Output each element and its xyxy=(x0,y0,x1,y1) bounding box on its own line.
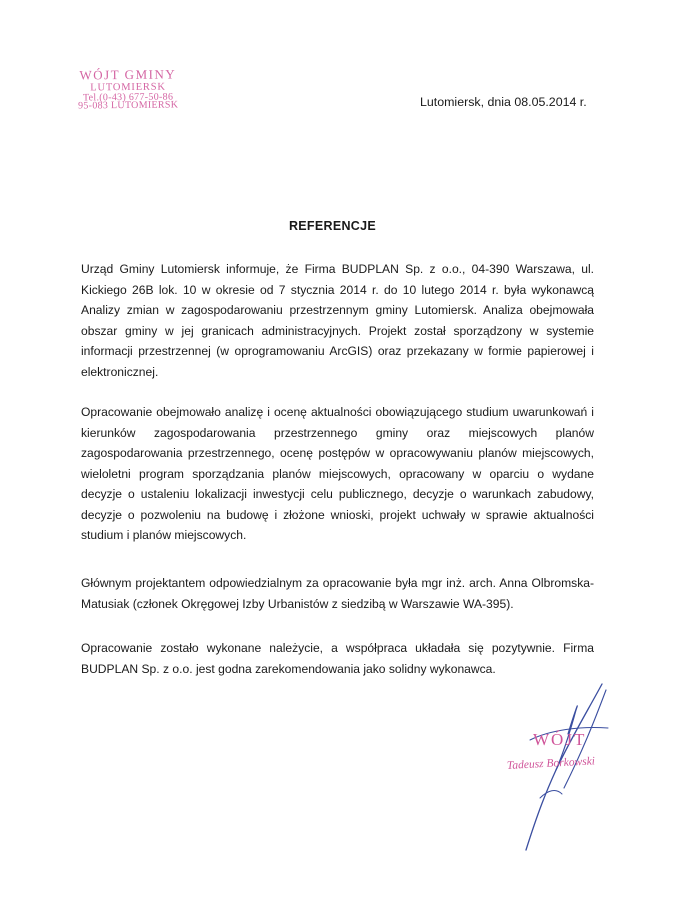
paragraph-scope: Opracowanie obejmowało analizę i ocenę aktualności obowiązującego studium uwarunkowań i kierunków zagospodarowania przestrzennego gminy oraz miejscowych planów zagospodarowania przestrzennego, ocenę postępów w opracowywaniu planów miejscowych, wieloletni program sporządzania planów miejscowych, opracowany w oparciu o wydane decyzje o ustaleniu lokalizacji inwestycji celu publicznego, decyzje o warunkach zabudowy, decyzje o pozwoleniu na budowę i złożone wnioski, projekt uchwały w sprawie aktualności studium i planów miejscowych. xyxy=(81,405,594,542)
signature-stamp-title: WÓJT xyxy=(533,730,587,749)
paragraph-lead-designer: Głównym projektantem odpowiedzialnym za opracowanie była mgr inż. arch. Anna Olbromska-Matusiak (członek Okręgowej Izby Urbanistów z siedzibą w Warszawie WA-395). xyxy=(81,576,594,611)
letter-date: Lutomiersk, dnia 08.05.2014 r. xyxy=(420,95,587,109)
stamp-line-phone: Tel.(0-43) 677-50-86 xyxy=(82,91,174,104)
signature-stamp-name: Tadeusz Borkowski xyxy=(506,755,596,772)
stamp-line-municipality: LUTOMIERSK xyxy=(90,81,166,94)
paragraph-recommendation: Opracowanie zostało wykonane należycie, a współpraca układała się pozytywnie. Firma BUDPLAN Sp. z o.o. jest godna zarekomendowania jako solidny wykonawca. xyxy=(81,641,594,676)
signature-block xyxy=(490,670,650,860)
paragraph-contractor-info: Urząd Gminy Lutomiersk informuje, że Firma BUDPLAN Sp. z o.o., 04-390 Warszawa, ul. Kickiego 26B lok. 10 w okresie od 7 stycznia 2014 r. do 10 lutego 2014 r. była wykonawcą Analizy zmian w zagospodarowaniu przestrzennym gminy Lutomiersk. Analiza obejmowała obszar gminy w jej granicach administracyjnych. Projekt został sporządzony w systemie informacji przestrzennej (w oprogramowaniu ArcGIS) oraz przekazany w formie papierowej i elektronicznej. xyxy=(81,262,594,379)
stamp-line-title: WÓJT GMINY xyxy=(79,66,177,83)
office-stamp xyxy=(60,67,196,112)
letter-title: REFERENCJE xyxy=(288,219,377,233)
stamp-line-address: 95-083 LUTOMIERSK xyxy=(78,99,179,112)
